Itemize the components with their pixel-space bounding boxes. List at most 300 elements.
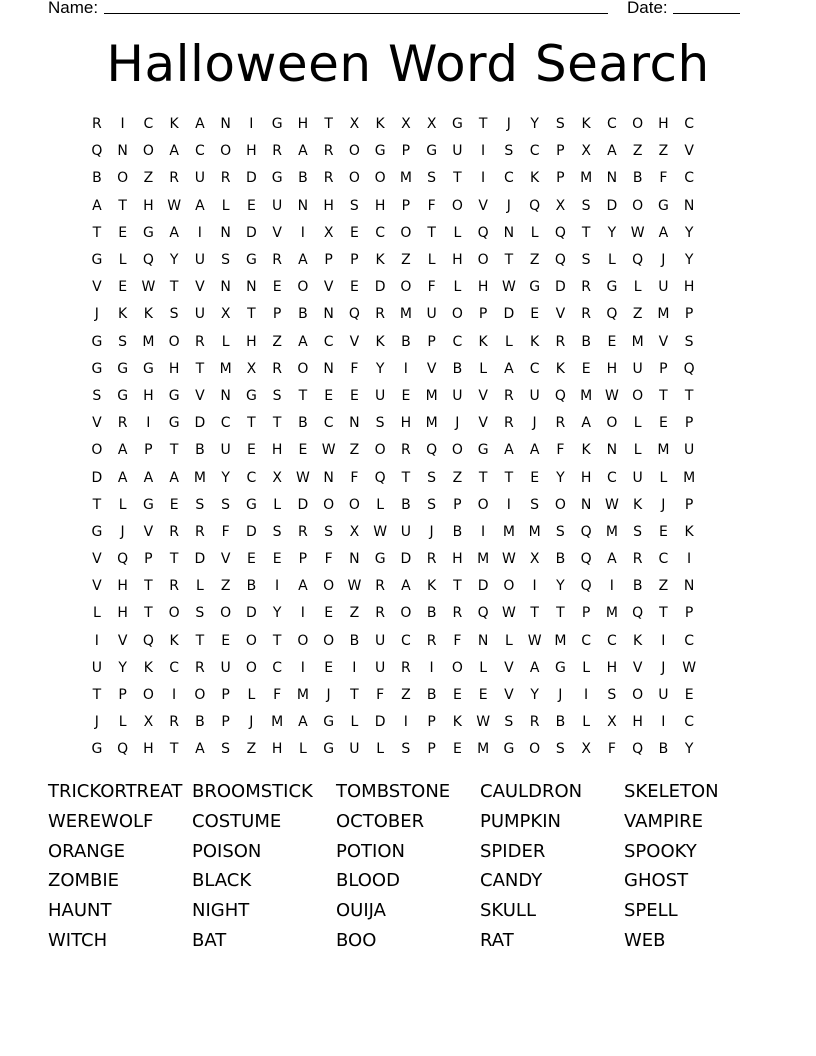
- grid-letter[interactable]: I: [403, 714, 408, 731]
- grid-letter[interactable]: D: [606, 197, 618, 214]
- grid-letter[interactable]: I: [146, 415, 151, 432]
- grid-letter[interactable]: L: [92, 605, 101, 622]
- grid-letter[interactable]: T: [504, 252, 514, 269]
- grid-letter[interactable]: X: [220, 306, 231, 323]
- grid-letter[interactable]: C: [606, 116, 617, 133]
- grid-letter[interactable]: Y: [530, 116, 539, 133]
- grid-letter[interactable]: K: [530, 170, 540, 187]
- grid-letter[interactable]: V: [478, 387, 488, 404]
- grid-letter[interactable]: Q: [683, 360, 695, 377]
- grid-letter[interactable]: C: [529, 143, 540, 160]
- grid-letter[interactable]: R: [375, 306, 385, 323]
- grid-letter[interactable]: S: [118, 333, 128, 350]
- grid-letter[interactable]: N: [349, 551, 360, 568]
- grid-letter[interactable]: C: [375, 224, 386, 241]
- grid-letter[interactable]: N: [246, 279, 257, 296]
- grid-letter[interactable]: X: [349, 116, 360, 133]
- grid-letter[interactable]: R: [323, 143, 334, 160]
- grid-letter[interactable]: L: [453, 224, 462, 241]
- grid-letter[interactable]: L: [633, 415, 642, 432]
- grid-letter[interactable]: O: [220, 605, 232, 622]
- grid-letter[interactable]: J: [94, 714, 99, 731]
- grid-letter[interactable]: U: [220, 659, 231, 676]
- grid-letter[interactable]: X: [581, 143, 591, 160]
- grid-letter[interactable]: O: [632, 687, 644, 704]
- grid-letter[interactable]: G: [245, 387, 257, 404]
- grid-letter[interactable]: H: [400, 415, 412, 432]
- grid-letter[interactable]: P: [427, 741, 436, 758]
- grid-letter[interactable]: P: [350, 252, 359, 269]
- grid-letter[interactable]: K: [169, 116, 179, 133]
- grid-letter[interactable]: S: [633, 523, 643, 540]
- grid-letter[interactable]: A: [92, 197, 102, 214]
- grid-letter[interactable]: O: [477, 496, 489, 513]
- grid-letter[interactable]: P: [144, 442, 153, 459]
- grid-letter[interactable]: E: [246, 197, 256, 214]
- grid-letter[interactable]: U: [194, 252, 205, 269]
- grid-letter[interactable]: O: [220, 143, 232, 160]
- grid-letter[interactable]: V: [92, 578, 102, 595]
- grid-letter[interactable]: X: [581, 741, 591, 758]
- grid-letter[interactable]: Z: [401, 687, 411, 704]
- grid-letter[interactable]: P: [556, 143, 565, 160]
- grid-letter[interactable]: D: [91, 469, 103, 486]
- grid-letter[interactable]: J: [532, 415, 537, 432]
- grid-letter[interactable]: O: [117, 170, 129, 187]
- grid-letter[interactable]: L: [376, 496, 385, 513]
- grid-letter[interactable]: A: [401, 578, 411, 595]
- grid-letter[interactable]: I: [609, 578, 614, 595]
- grid-letter[interactable]: H: [580, 469, 592, 486]
- grid-letter[interactable]: O: [529, 741, 541, 758]
- grid-letter[interactable]: X: [555, 197, 566, 214]
- grid-letter[interactable]: K: [581, 442, 591, 459]
- grid-letter[interactable]: B: [632, 578, 643, 595]
- grid-letter[interactable]: S: [504, 143, 514, 160]
- grid-letter[interactable]: C: [503, 170, 514, 187]
- grid-letter[interactable]: B: [452, 523, 463, 540]
- grid-letter[interactable]: D: [194, 551, 206, 568]
- grid-letter[interactable]: T: [92, 224, 102, 241]
- grid-letter[interactable]: S: [684, 333, 694, 350]
- grid-letter[interactable]: A: [298, 252, 308, 269]
- grid-letter[interactable]: O: [400, 605, 412, 622]
- grid-letter[interactable]: X: [349, 523, 360, 540]
- grid-letter[interactable]: A: [117, 469, 128, 486]
- grid-letter[interactable]: U: [658, 687, 669, 704]
- grid-letter[interactable]: E: [169, 496, 179, 513]
- grid-letter[interactable]: Y: [169, 252, 179, 269]
- grid-letter[interactable]: T: [272, 415, 282, 432]
- grid-letter[interactable]: E: [452, 687, 462, 704]
- grid-letter[interactable]: S: [375, 415, 385, 432]
- grid-letter[interactable]: K: [530, 333, 540, 350]
- grid-letter[interactable]: W: [501, 279, 516, 296]
- grid-letter[interactable]: P: [427, 333, 436, 350]
- grid-letter[interactable]: B: [632, 170, 643, 187]
- grid-letter[interactable]: G: [374, 143, 386, 160]
- grid-letter[interactable]: W: [347, 578, 362, 595]
- grid-letter[interactable]: M: [296, 687, 309, 704]
- grid-letter[interactable]: O: [554, 496, 566, 513]
- grid-letter[interactable]: R: [272, 360, 282, 377]
- grid-letter[interactable]: S: [504, 714, 514, 731]
- grid-letter[interactable]: G: [323, 714, 335, 731]
- grid-letter[interactable]: X: [607, 714, 617, 731]
- grid-letter[interactable]: R: [220, 170, 231, 187]
- grid-letter[interactable]: I: [584, 687, 589, 704]
- grid-letter[interactable]: N: [117, 143, 128, 160]
- grid-letter[interactable]: E: [272, 279, 282, 296]
- grid-letter[interactable]: I: [687, 551, 692, 568]
- grid-letter[interactable]: V: [195, 387, 205, 404]
- grid-letter[interactable]: S: [272, 387, 282, 404]
- grid-letter[interactable]: K: [581, 116, 591, 133]
- grid-letter[interactable]: L: [504, 632, 513, 649]
- grid-letter[interactable]: F: [350, 469, 359, 486]
- grid-letter[interactable]: A: [298, 714, 308, 731]
- grid-letter[interactable]: V: [426, 360, 437, 377]
- grid-letter[interactable]: O: [323, 632, 335, 649]
- grid-letter[interactable]: W: [476, 714, 491, 731]
- grid-letter[interactable]: B: [298, 306, 308, 323]
- grid-letter[interactable]: T: [530, 605, 539, 622]
- grid-letter[interactable]: U: [91, 659, 102, 676]
- grid-letter[interactable]: P: [324, 252, 333, 269]
- grid-letter[interactable]: O: [632, 116, 644, 133]
- grid-letter[interactable]: O: [168, 333, 180, 350]
- grid-letter[interactable]: V: [323, 279, 334, 296]
- grid-letter[interactable]: Y: [556, 578, 565, 595]
- grid-letter[interactable]: R: [555, 415, 566, 432]
- grid-letter[interactable]: Y: [530, 687, 539, 704]
- grid-letter[interactable]: N: [220, 116, 231, 133]
- grid-letter[interactable]: A: [169, 143, 179, 160]
- grid-letter[interactable]: M: [580, 170, 593, 187]
- grid-letter[interactable]: O: [323, 578, 335, 595]
- grid-letter[interactable]: T: [169, 551, 179, 568]
- grid-letter[interactable]: M: [683, 469, 696, 486]
- grid-letter[interactable]: C: [323, 333, 334, 350]
- grid-letter[interactable]: R: [195, 333, 205, 350]
- grid-letter[interactable]: A: [607, 551, 617, 568]
- grid-letter[interactable]: P: [144, 551, 153, 568]
- grid-letter[interactable]: U: [426, 306, 437, 323]
- grid-letter[interactable]: Q: [117, 551, 129, 568]
- grid-letter[interactable]: S: [169, 306, 179, 323]
- grid-letter[interactable]: O: [348, 496, 360, 513]
- grid-letter[interactable]: U: [272, 197, 283, 214]
- grid-letter[interactable]: E: [581, 360, 591, 377]
- grid-letter[interactable]: I: [403, 360, 408, 377]
- grid-letter[interactable]: F: [350, 360, 359, 377]
- grid-letter[interactable]: D: [554, 279, 566, 296]
- grid-letter[interactable]: T: [169, 741, 179, 758]
- grid-letter[interactable]: W: [527, 632, 542, 649]
- grid-letter[interactable]: D: [503, 306, 515, 323]
- grid-letter[interactable]: S: [427, 170, 437, 187]
- grid-letter[interactable]: K: [633, 496, 643, 513]
- grid-letter[interactable]: K: [143, 306, 153, 323]
- grid-letter[interactable]: L: [453, 279, 462, 296]
- grid-letter[interactable]: R: [581, 306, 591, 323]
- grid-letter[interactable]: K: [375, 252, 385, 269]
- grid-letter[interactable]: C: [272, 659, 283, 676]
- grid-letter[interactable]: M: [528, 523, 541, 540]
- grid-letter[interactable]: F: [607, 741, 616, 758]
- grid-letter[interactable]: I: [352, 659, 357, 676]
- grid-letter[interactable]: D: [245, 224, 257, 241]
- grid-letter[interactable]: U: [400, 523, 411, 540]
- grid-letter[interactable]: X: [401, 116, 411, 133]
- grid-letter[interactable]: U: [375, 387, 386, 404]
- grid-letter[interactable]: V: [658, 333, 669, 350]
- grid-letter[interactable]: M: [425, 415, 438, 432]
- grid-letter[interactable]: L: [659, 469, 668, 486]
- grid-letter[interactable]: W: [682, 659, 697, 676]
- grid-letter[interactable]: S: [555, 741, 565, 758]
- grid-letter[interactable]: F: [453, 632, 462, 649]
- grid-letter[interactable]: P: [478, 306, 488, 323]
- grid-letter[interactable]: D: [477, 578, 489, 595]
- grid-letter[interactable]: I: [249, 116, 254, 133]
- grid-letter[interactable]: R: [426, 551, 437, 568]
- grid-letter[interactable]: T: [118, 197, 127, 214]
- grid-letter[interactable]: G: [271, 116, 283, 133]
- grid-letter[interactable]: O: [297, 632, 309, 649]
- grid-letter[interactable]: W: [501, 605, 516, 622]
- grid-letter[interactable]: T: [169, 442, 179, 459]
- grid-letter[interactable]: N: [580, 496, 592, 513]
- grid-letter[interactable]: R: [426, 632, 437, 649]
- grid-letter[interactable]: X: [426, 116, 437, 133]
- grid-letter[interactable]: V: [92, 415, 102, 432]
- grid-letter[interactable]: W: [295, 469, 310, 486]
- grid-letter[interactable]: O: [400, 224, 412, 241]
- grid-letter[interactable]: N: [503, 224, 515, 241]
- grid-letter[interactable]: C: [246, 469, 257, 486]
- grid-letter[interactable]: J: [661, 496, 666, 513]
- grid-letter[interactable]: Q: [580, 578, 592, 595]
- grid-letter[interactable]: S: [324, 523, 334, 540]
- grid-letter[interactable]: H: [117, 605, 128, 622]
- grid-letter[interactable]: C: [529, 360, 540, 377]
- grid-letter[interactable]: K: [375, 116, 385, 133]
- grid-letter[interactable]: O: [194, 687, 206, 704]
- grid-letter[interactable]: S: [401, 741, 411, 758]
- grid-letter[interactable]: T: [272, 632, 282, 649]
- grid-letter[interactable]: K: [478, 333, 488, 350]
- grid-letter[interactable]: S: [349, 197, 359, 214]
- grid-letter[interactable]: X: [529, 551, 540, 568]
- grid-letter[interactable]: B: [349, 632, 360, 649]
- grid-letter[interactable]: Y: [272, 605, 282, 622]
- grid-letter[interactable]: S: [427, 469, 437, 486]
- grid-letter[interactable]: G: [142, 224, 154, 241]
- grid-letter[interactable]: O: [374, 170, 386, 187]
- grid-letter[interactable]: W: [630, 224, 645, 241]
- grid-letter[interactable]: R: [117, 415, 128, 432]
- grid-letter[interactable]: I: [120, 116, 125, 133]
- grid-letter[interactable]: P: [556, 170, 565, 187]
- grid-letter[interactable]: N: [297, 197, 309, 214]
- grid-letter[interactable]: R: [504, 387, 514, 404]
- grid-letter[interactable]: Y: [684, 741, 694, 758]
- grid-letter[interactable]: A: [529, 659, 540, 676]
- grid-letter[interactable]: W: [321, 442, 336, 459]
- grid-letter[interactable]: V: [632, 659, 643, 676]
- grid-letter[interactable]: P: [684, 415, 694, 432]
- grid-letter[interactable]: N: [683, 197, 695, 214]
- grid-letter[interactable]: T: [324, 116, 333, 133]
- grid-letter[interactable]: S: [221, 496, 231, 513]
- grid-letter[interactable]: R: [632, 551, 643, 568]
- grid-letter[interactable]: F: [324, 551, 333, 568]
- grid-letter[interactable]: M: [477, 551, 490, 568]
- grid-letter[interactable]: P: [581, 605, 591, 622]
- grid-letter[interactable]: S: [221, 741, 231, 758]
- grid-letter[interactable]: K: [143, 659, 153, 676]
- grid-letter[interactable]: Q: [580, 523, 592, 540]
- grid-letter[interactable]: T: [144, 605, 153, 622]
- grid-letter[interactable]: F: [556, 442, 565, 459]
- grid-letter[interactable]: E: [324, 659, 334, 676]
- grid-letter[interactable]: C: [606, 469, 617, 486]
- grid-letter[interactable]: U: [375, 659, 386, 676]
- grid-letter[interactable]: M: [193, 469, 206, 486]
- grid-letter[interactable]: C: [143, 116, 154, 133]
- grid-letter[interactable]: S: [555, 523, 565, 540]
- grid-letter[interactable]: G: [323, 741, 335, 758]
- grid-letter[interactable]: T: [427, 224, 436, 241]
- grid-letter[interactable]: E: [452, 741, 462, 758]
- grid-letter[interactable]: U: [194, 306, 205, 323]
- grid-letter[interactable]: N: [349, 415, 360, 432]
- grid-letter[interactable]: V: [504, 659, 514, 676]
- grid-letter[interactable]: T: [478, 469, 488, 486]
- grid-letter[interactable]: C: [581, 632, 592, 649]
- date-blank-line[interactable]: [673, 13, 740, 14]
- grid-letter[interactable]: R: [195, 659, 205, 676]
- grid-letter[interactable]: C: [684, 116, 695, 133]
- grid-letter[interactable]: G: [91, 252, 103, 269]
- grid-letter[interactable]: R: [401, 659, 411, 676]
- grid-letter[interactable]: C: [684, 714, 695, 731]
- grid-letter[interactable]: T: [247, 415, 256, 432]
- grid-letter[interactable]: W: [604, 496, 619, 513]
- grid-letter[interactable]: Q: [426, 442, 438, 459]
- grid-letter[interactable]: S: [427, 496, 437, 513]
- grid-letter[interactable]: E: [658, 415, 668, 432]
- grid-letter[interactable]: U: [349, 741, 360, 758]
- grid-letter[interactable]: C: [194, 143, 205, 160]
- grid-letter[interactable]: O: [451, 442, 463, 459]
- grid-letter[interactable]: W: [604, 387, 619, 404]
- grid-letter[interactable]: W: [141, 279, 156, 296]
- grid-letter[interactable]: H: [632, 714, 643, 731]
- grid-letter[interactable]: U: [452, 143, 463, 160]
- grid-letter[interactable]: O: [374, 442, 386, 459]
- grid-letter[interactable]: H: [606, 360, 618, 377]
- grid-letter[interactable]: K: [375, 333, 385, 350]
- grid-letter[interactable]: I: [661, 714, 666, 731]
- grid-letter[interactable]: O: [142, 143, 154, 160]
- grid-letter[interactable]: H: [143, 197, 154, 214]
- grid-letter[interactable]: L: [582, 714, 591, 731]
- grid-letter[interactable]: M: [142, 333, 155, 350]
- grid-letter[interactable]: U: [375, 632, 386, 649]
- grid-letter[interactable]: I: [481, 170, 486, 187]
- grid-letter[interactable]: O: [606, 415, 618, 432]
- grid-letter[interactable]: J: [326, 687, 331, 704]
- grid-letter[interactable]: R: [375, 605, 385, 622]
- grid-letter[interactable]: N: [220, 279, 231, 296]
- grid-letter[interactable]: T: [195, 360, 205, 377]
- grid-letter[interactable]: Y: [556, 469, 565, 486]
- grid-letter[interactable]: H: [683, 279, 695, 296]
- grid-letter[interactable]: Q: [142, 632, 154, 649]
- grid-letter[interactable]: B: [92, 170, 102, 187]
- grid-letter[interactable]: A: [195, 741, 205, 758]
- grid-letter[interactable]: M: [580, 387, 593, 404]
- grid-letter[interactable]: O: [297, 279, 309, 296]
- grid-letter[interactable]: O: [297, 360, 309, 377]
- grid-letter[interactable]: V: [504, 687, 514, 704]
- grid-letter[interactable]: G: [503, 741, 515, 758]
- grid-letter[interactable]: J: [506, 116, 511, 133]
- grid-letter[interactable]: X: [323, 224, 334, 241]
- grid-letter[interactable]: L: [607, 252, 616, 269]
- grid-letter[interactable]: O: [91, 442, 103, 459]
- grid-letter[interactable]: D: [374, 714, 386, 731]
- grid-letter[interactable]: S: [92, 387, 102, 404]
- grid-letter[interactable]: S: [272, 523, 282, 540]
- grid-letter[interactable]: V: [195, 279, 205, 296]
- grid-letter[interactable]: L: [427, 252, 436, 269]
- grid-letter[interactable]: D: [374, 279, 386, 296]
- grid-letter[interactable]: F: [427, 197, 436, 214]
- grid-letter[interactable]: H: [374, 197, 386, 214]
- grid-letter[interactable]: E: [298, 442, 308, 459]
- grid-letter[interactable]: C: [169, 659, 180, 676]
- grid-letter[interactable]: H: [117, 578, 128, 595]
- grid-letter[interactable]: K: [452, 714, 462, 731]
- grid-letter[interactable]: S: [607, 687, 617, 704]
- grid-letter[interactable]: B: [426, 687, 437, 704]
- grid-letter[interactable]: A: [298, 143, 308, 160]
- grid-letter[interactable]: T: [504, 469, 514, 486]
- grid-letter[interactable]: R: [92, 116, 102, 133]
- grid-letter[interactable]: U: [452, 387, 463, 404]
- grid-letter[interactable]: A: [117, 442, 128, 459]
- grid-letter[interactable]: P: [401, 197, 411, 214]
- grid-letter[interactable]: P: [221, 687, 230, 704]
- grid-letter[interactable]: A: [504, 442, 514, 459]
- grid-letter[interactable]: O: [400, 279, 412, 296]
- grid-letter[interactable]: U: [632, 360, 643, 377]
- grid-letter[interactable]: F: [427, 279, 436, 296]
- grid-letter[interactable]: M: [219, 360, 232, 377]
- grid-letter[interactable]: B: [401, 496, 411, 513]
- grid-letter[interactable]: P: [272, 306, 282, 323]
- grid-letter[interactable]: R: [195, 523, 205, 540]
- grid-letter[interactable]: Q: [606, 306, 618, 323]
- grid-letter[interactable]: F: [659, 170, 668, 187]
- grid-letter[interactable]: T: [169, 279, 179, 296]
- grid-letter[interactable]: G: [91, 741, 103, 758]
- grid-letter[interactable]: G: [374, 551, 386, 568]
- grid-letter[interactable]: G: [245, 496, 257, 513]
